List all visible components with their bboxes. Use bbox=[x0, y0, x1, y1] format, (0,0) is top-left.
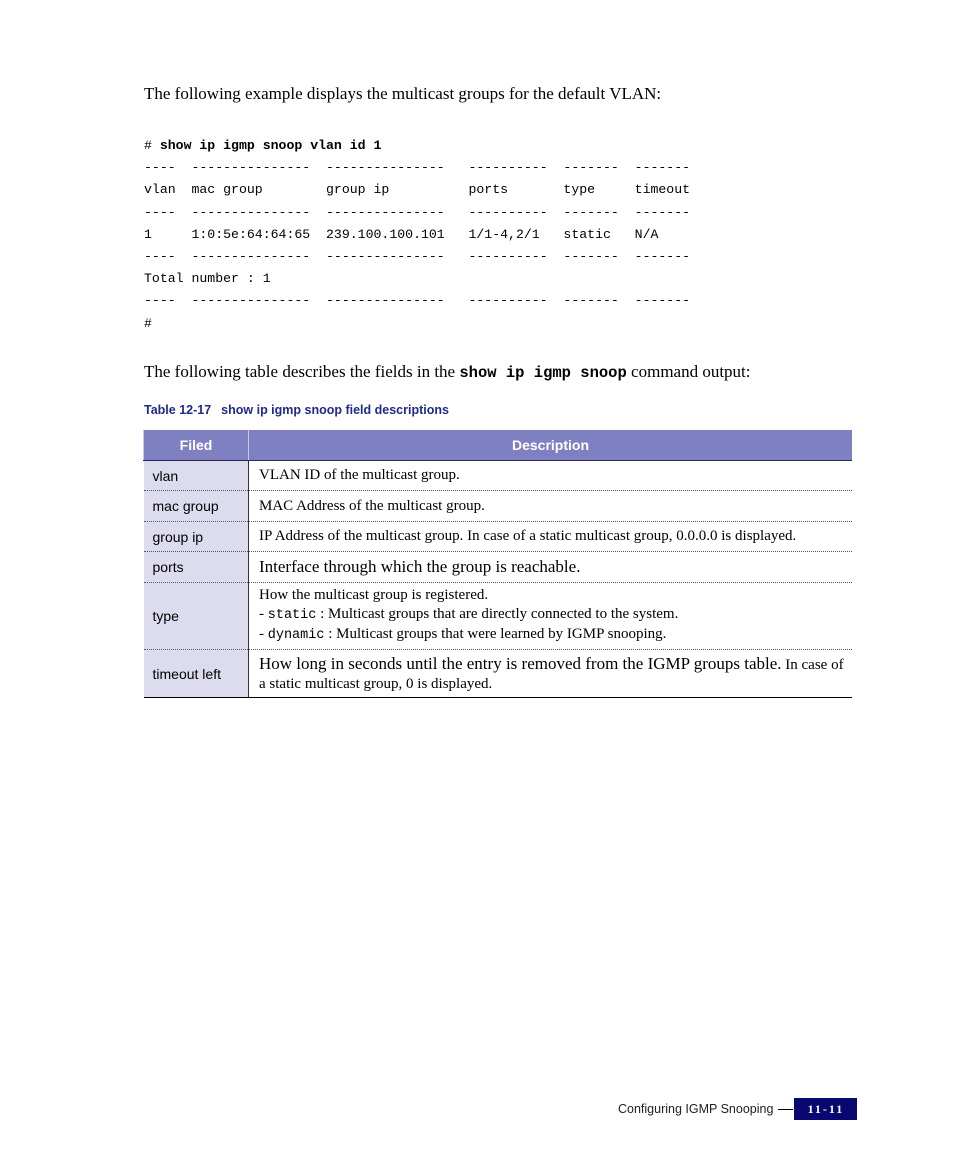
field-cell: mac group bbox=[144, 491, 249, 522]
field-cell: ports bbox=[144, 552, 249, 583]
cli-line: ---- --------------- --------------- ---------- ------- ------- bbox=[144, 204, 691, 220]
table-header-row bbox=[144, 430, 853, 461]
cli-command: show ip igmp snoop vlan id 1 bbox=[159, 138, 382, 153]
cli-line: ---- --------------- --------------- ---------- ------- ------- bbox=[144, 160, 691, 176]
table-row bbox=[144, 650, 853, 698]
cli-example bbox=[144, 135, 690, 335]
cli-prompt: # bbox=[144, 138, 160, 153]
footer-section-title: Configuring IGMP Snooping bbox=[618, 1102, 774, 1116]
list-item-text: : Multicast groups that were learned by IGMP snooping. bbox=[324, 626, 667, 643]
list-item-term: dynamic bbox=[267, 628, 325, 644]
description-cell: VLAN ID of the multicast group. bbox=[249, 461, 853, 491]
description-cell: MAC Address of the multicast group. bbox=[249, 491, 853, 522]
description-cell bbox=[249, 650, 853, 698]
table-intro-after: command output: bbox=[626, 362, 751, 381]
description-cell: Interface through which the group is reachable. bbox=[249, 552, 853, 583]
table-intro-before: The following table describes the fields in the bbox=[144, 362, 460, 381]
footer-divider bbox=[778, 1109, 793, 1110]
field-cell: group ip bbox=[144, 522, 249, 552]
table-intro-command: show ip igmp snoop bbox=[459, 364, 627, 382]
table-caption-number: Table 12-17 bbox=[144, 403, 212, 417]
field-cell: type bbox=[144, 583, 249, 650]
description-cell: IP Address of the multicast group. In case of a static multicast group, 0.0.0.0 is displayed. bbox=[249, 522, 853, 552]
description-rest: In case of a static multicast group, 0 is displayed. bbox=[259, 656, 844, 692]
table-row bbox=[144, 522, 853, 552]
description-line: How the multicast group is registered. bbox=[259, 587, 489, 604]
table-row bbox=[144, 552, 853, 583]
description-lead: How long in seconds until the entry is removed from the IGMP groups table. bbox=[259, 653, 782, 673]
cli-line: vlan mac group group ip ports type timeout bbox=[144, 182, 691, 198]
table-caption-title: show ip igmp snoop field descriptions bbox=[221, 403, 449, 417]
list-item-text: : Multicast groups that are directly connected to the system. bbox=[316, 605, 679, 622]
list-item-prefix: - bbox=[259, 626, 268, 643]
intro-paragraph: The following example displays the multicast groups for the default VLAN: bbox=[144, 84, 662, 103]
description-cell bbox=[249, 583, 853, 650]
cli-line: ---- --------------- --------------- ---------- ------- ------- bbox=[144, 249, 691, 265]
table-row bbox=[144, 461, 853, 491]
field-cell: timeout left bbox=[144, 650, 249, 698]
page-number-badge: 11-11 bbox=[794, 1098, 857, 1120]
field-descriptions-table bbox=[143, 430, 852, 698]
description-list-item bbox=[259, 605, 852, 626]
cli-line: # bbox=[144, 315, 152, 331]
table-intro-paragraph bbox=[144, 362, 751, 382]
cli-line: Total number : 1 bbox=[144, 271, 271, 287]
table-row bbox=[144, 583, 853, 650]
header-description: Description bbox=[249, 430, 853, 461]
list-item-term: static bbox=[267, 607, 317, 623]
table-row bbox=[144, 491, 853, 522]
page-footer bbox=[618, 1098, 857, 1120]
cli-line: 1 1:0:5e:64:64:65 239.100.100.101 1/1-4,2/1 static N/A bbox=[144, 226, 659, 242]
cli-line: ---- --------------- --------------- ---------- ------- ------- bbox=[144, 293, 691, 309]
description-list-item bbox=[259, 625, 852, 646]
table-caption bbox=[144, 403, 449, 417]
header-field: Filed bbox=[144, 430, 249, 461]
field-cell: vlan bbox=[144, 461, 249, 491]
list-item-prefix: - bbox=[259, 605, 268, 622]
